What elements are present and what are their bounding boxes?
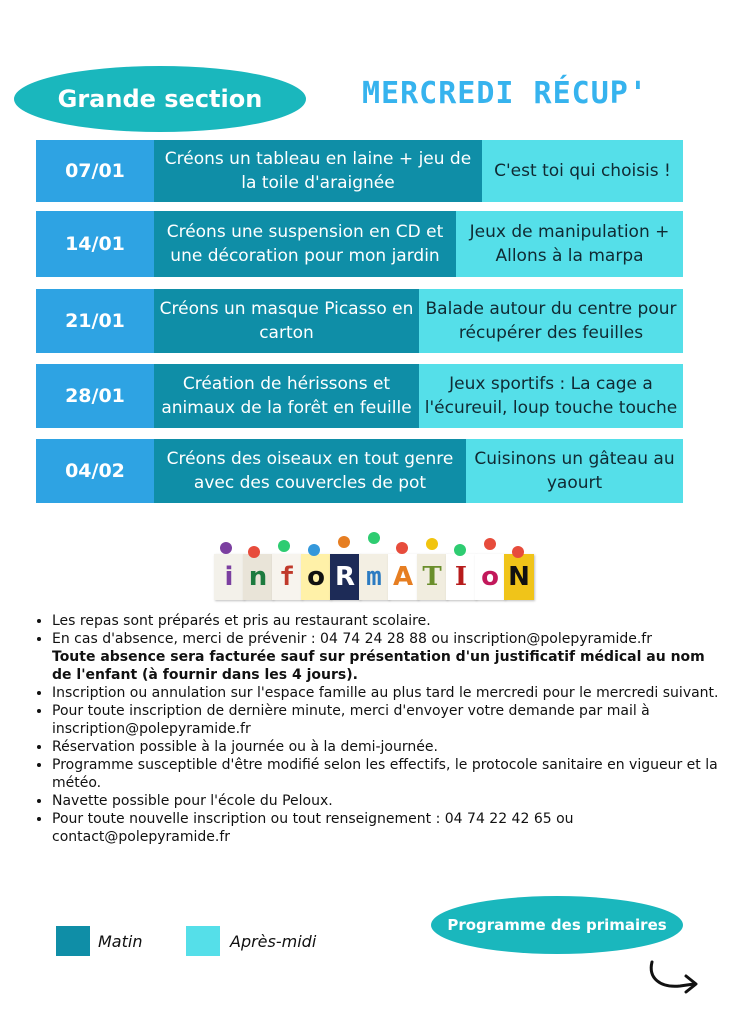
page-title: MERCREDI RÉCUP' xyxy=(362,76,648,111)
info-letter: I xyxy=(446,554,476,600)
absence-warning: Toute absence sera facturée sauf sur présentation d'un justificatif médical au nom de l'enfant (à fournir dans les 4 jours). xyxy=(52,649,705,683)
pin-icon xyxy=(484,538,496,550)
schedule-date: 07/01 xyxy=(36,140,154,202)
info-letter: f xyxy=(272,554,302,600)
info-letter: T xyxy=(417,554,447,600)
legend-afternoon-label: Après-midi xyxy=(230,932,317,951)
info-letter: n xyxy=(243,554,273,600)
legend-morning-label: Matin xyxy=(98,932,143,951)
note-text: Navette possible pour l'école du Peloux. xyxy=(52,793,333,809)
note-text: Pour toute inscription de dernière minute, merci d'envoyer votre demande par mail à inscription@polepyramide.fr xyxy=(52,703,650,737)
afternoon-activity: Cuisinons un gâteau au yaourt xyxy=(466,439,683,503)
info-letter: i xyxy=(214,554,244,600)
list-item xyxy=(52,684,724,702)
schedule-date: 28/01 xyxy=(36,364,154,428)
afternoon-activity: Jeux de manipulation + Allons à la marpa xyxy=(456,211,683,277)
legend-afternoon-swatch xyxy=(186,926,220,956)
primary-program-label: Programme des primaires xyxy=(447,916,667,934)
note-text: Inscription ou annulation sur l'espace famille au plus tard le mercredi pour le mercredi suivant. xyxy=(52,685,719,701)
pin-icon xyxy=(426,538,438,550)
pin-icon xyxy=(278,540,290,552)
list-item xyxy=(52,612,724,630)
list-item xyxy=(52,738,724,756)
schedule-row xyxy=(36,140,683,202)
schedule-date: 21/01 xyxy=(36,289,154,353)
info-letter: o xyxy=(301,554,331,600)
list-item xyxy=(52,630,724,684)
morning-activity: Créons une suspension en CD et une décoration pour mon jardin xyxy=(154,211,456,277)
info-letter: m xyxy=(359,554,389,600)
info-letter: A xyxy=(388,554,418,600)
list-item xyxy=(52,756,724,792)
morning-activity: Créons un tableau en laine + jeu de la toile d'araignée xyxy=(154,140,482,202)
note-text: Programme susceptible d'être modifié selon les effectifs, le protocole sanitaire en vigueur et la météo. xyxy=(52,757,718,791)
pin-icon xyxy=(454,544,466,556)
information-list xyxy=(28,612,724,846)
information-banner xyxy=(214,528,536,608)
pin-icon xyxy=(220,542,232,554)
info-letter: N xyxy=(504,554,534,600)
afternoon-activity: Balade autour du centre pour récupérer des feuilles xyxy=(419,289,683,353)
info-letter: o xyxy=(475,554,505,600)
pin-icon xyxy=(512,546,524,558)
morning-activity: Création de hérissons et animaux de la forêt en feuille xyxy=(154,364,419,428)
afternoon-activity: Jeux sportifs : La cage a l'écureuil, loup touche touche xyxy=(419,364,683,428)
schedule-row xyxy=(36,364,683,428)
info-letter: R xyxy=(330,554,360,600)
schedule-row xyxy=(36,439,683,503)
list-item xyxy=(52,702,724,738)
pin-icon xyxy=(396,542,408,554)
note-text: Pour toute nouvelle inscription ou tout renseignement : 04 74 22 42 65 ou contact@polepyramide.fr xyxy=(52,811,574,845)
pin-icon xyxy=(248,546,260,558)
schedule-date: 04/02 xyxy=(36,439,154,503)
schedule-row xyxy=(36,211,683,277)
morning-activity: Créons un masque Picasso en carton xyxy=(154,289,419,353)
primary-program-button[interactable] xyxy=(431,896,683,954)
note-text: En cas d'absence, merci de prévenir : 04 74 24 28 88 ou inscription@polepyramide.fr xyxy=(52,631,652,647)
list-item xyxy=(52,792,724,810)
pin-icon xyxy=(368,532,380,544)
schedule-date: 14/01 xyxy=(36,211,154,277)
curved-arrow-icon xyxy=(646,956,704,996)
pin-icon xyxy=(338,536,350,548)
legend-morning-swatch xyxy=(56,926,90,956)
morning-activity: Créons des oiseaux en tout genre avec des couvercles de pot xyxy=(154,439,466,503)
note-text: Les repas sont préparés et pris au restaurant scolaire. xyxy=(52,613,431,629)
list-item xyxy=(52,810,724,846)
schedule-row xyxy=(36,289,683,353)
note-text: Réservation possible à la journée ou à la demi-journée. xyxy=(52,739,438,755)
afternoon-activity: C'est toi qui choisis ! xyxy=(482,140,683,202)
section-label: Grande section xyxy=(57,85,263,113)
pin-icon xyxy=(308,544,320,556)
section-badge xyxy=(14,66,306,132)
